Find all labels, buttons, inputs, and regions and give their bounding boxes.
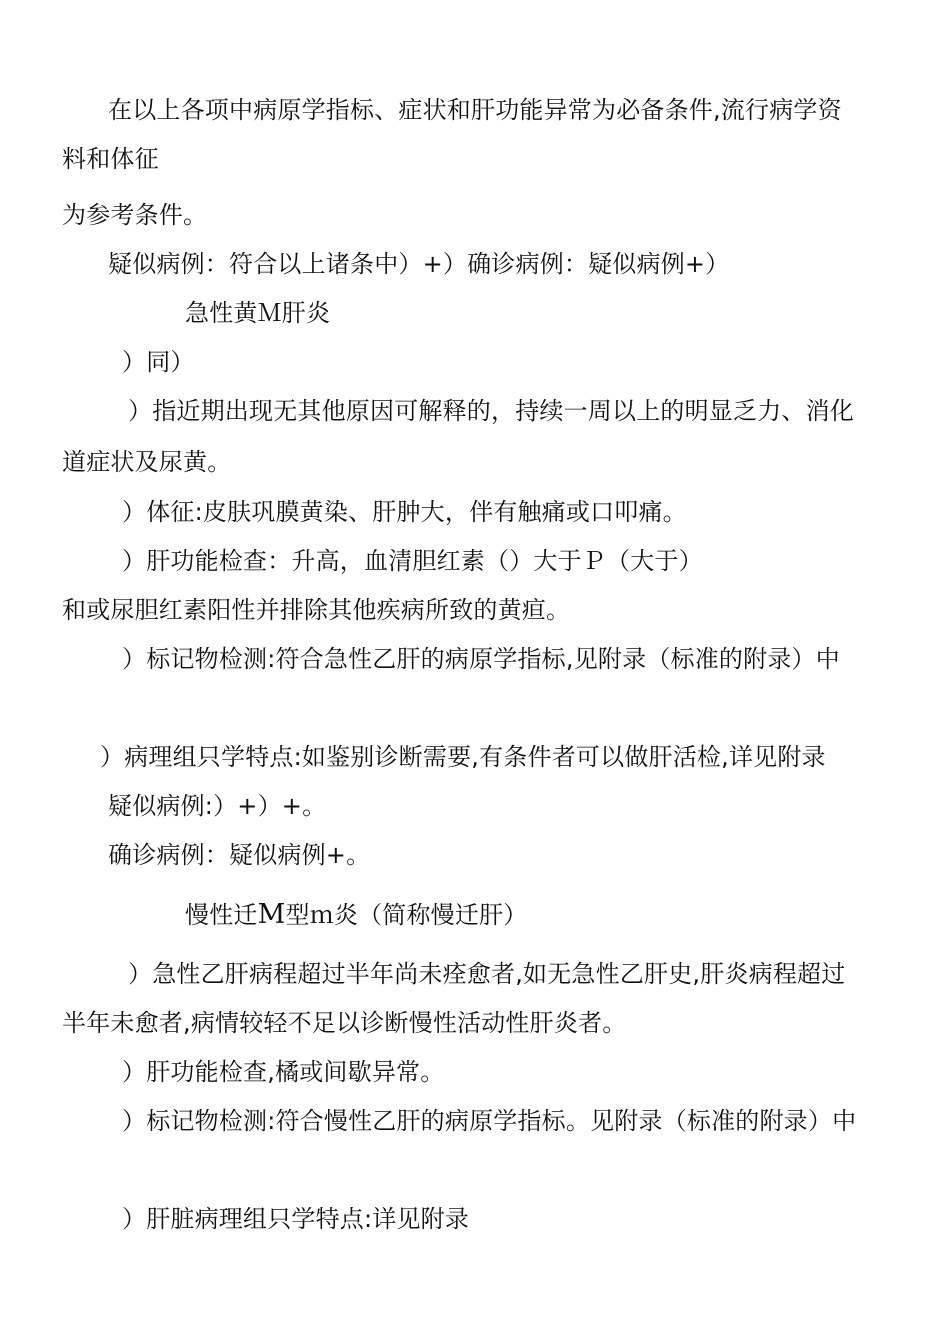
section-heading: 急性黄Ｍ肝炎 bbox=[185, 299, 331, 327]
paragraph-line: 疑似病例:）+）+。 bbox=[108, 792, 327, 820]
paragraph-line: 在以上各项中病原学指标、症状和肝功能异常为必备条件,流行病学资 bbox=[108, 96, 842, 124]
paragraph-line: 半年未愈者,病情较轻不足以诊断慢性活动性肝炎者。 bbox=[62, 1009, 627, 1037]
paragraph-line: ）肝功能检查,橘或间歇异常。 bbox=[122, 1058, 445, 1086]
paragraph-line: ）病理组只学特点:如鉴别诊断需要,有条件者可以做肝活检,详见附录 bbox=[100, 743, 826, 771]
paragraph-line: 和或尿胆红素阳性并排除其他疾病所致的黄疸。 bbox=[62, 596, 571, 624]
section-heading bbox=[185, 898, 527, 932]
paragraph-line: ）急性乙肝病程超过半年尚未痊愈者,如无急性乙肝史,肝炎病程超过 bbox=[128, 960, 846, 988]
heading-part: 型ｍ炎（简称慢迁肝） bbox=[285, 901, 528, 929]
paragraph-line: 道症状及尿黄。 bbox=[62, 448, 232, 476]
heading-letter: M bbox=[257, 899, 286, 930]
paragraph-line: ）同） bbox=[122, 348, 195, 376]
paragraph-line: ）体征:皮肤巩膜黄染、肝肿大，伴有触痛或口叩痛。 bbox=[122, 498, 687, 526]
paragraph-line: 为参考条件。 bbox=[62, 201, 208, 229]
paragraph-line: ）指近期出现无其他原因可解释的，持续一周以上的明显乏力、消化 bbox=[128, 397, 854, 425]
heading-part: 慢性迁 bbox=[185, 901, 258, 929]
paragraph-line: ）肝功能检查：升高，血清胆红素（）大于Ｐ（大于） bbox=[122, 547, 703, 575]
paragraph-line: ）标记物检测:符合急性乙肝的病原学指标,见附录（标准的附录）中 bbox=[122, 645, 840, 673]
paragraph-line: 料和体征 bbox=[62, 145, 159, 173]
paragraph-line: 疑似病例：符合以上诸条中）+）确诊病例：疑似病例+） bbox=[108, 250, 730, 278]
paragraph-line: ）标记物检测:符合慢性乙肝的病原学指标。见附录（标准的附录）中 bbox=[122, 1107, 857, 1135]
paragraph-line: ）肝脏病理组只学特点:详见附录 bbox=[122, 1205, 470, 1233]
paragraph-line: 确诊病例：疑似病例+。 bbox=[108, 841, 371, 869]
